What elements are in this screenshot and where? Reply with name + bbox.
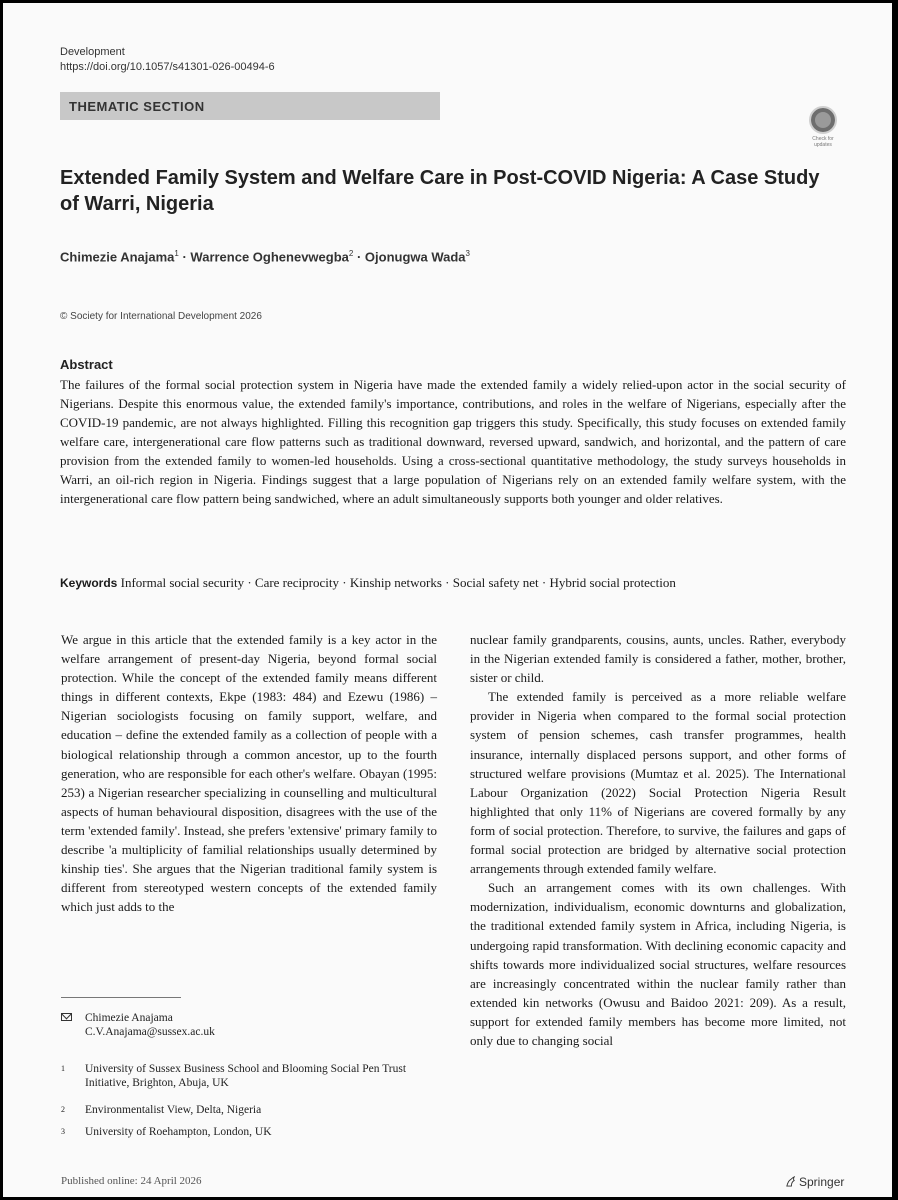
author-name: Warrence Oghenevwegba <box>190 249 349 265</box>
article-page <box>3 3 892 1197</box>
article-title: Extended Family System and Welfare Care in Post-COVID Nigeria: A Case Study of Warri, Nigeria <box>60 167 820 215</box>
envelope-icon <box>61 1013 72 1021</box>
author-separator: · <box>178 249 191 265</box>
affiliation-text: Environmentalist View, Delta, Nigeria <box>85 1104 262 1116</box>
body-paragraph: The extended family is perceived as a more reliable welfare provider in Nigeria when compared to the formal social protection system of pension schemes, cash transfer programmes, health insurance, internally displaced persons support, and other forms of structured welfare provisions (Mumtaz et al. 2025). The International Labour Organization (2022) Social Protection Nigeria Result highlighted that only 11% of Nigerians are covered formally by any form of social protection. Therefore, to survive, the failures and gaps of formal social protection are bridged by alternative social protection arrangements through extended family welfare. <box>470 689 846 877</box>
author-affiliation-mark: 1 <box>174 249 179 258</box>
author-list <box>60 249 470 264</box>
body-column-left <box>61 630 437 916</box>
journal-header <box>60 45 275 75</box>
corresponding-author <box>61 1011 421 1041</box>
publisher-logo <box>785 1175 844 1189</box>
doi-link[interactable]: https://doi.org/10.1057/s41301-026-00494-6 <box>60 61 275 73</box>
footnote-divider <box>61 997 181 998</box>
body-paragraph: nuclear family grandparents, cousins, aunts, uncles. Rather, everybody in the Nigerian extended family is considered a father, mother, brother, sister or child. <box>470 632 846 686</box>
author-separator: · <box>353 249 365 265</box>
keywords-line <box>60 575 846 591</box>
springer-horse-icon <box>785 1176 796 1187</box>
published-date: Published online: 24 April 2026 <box>61 1175 202 1187</box>
body-paragraph: We argue in this article that the extended family is a key actor in the welfare arrangement of present-day Nigeria, beyond formal social protection. While the concept of the extended family means different things in different contexts, Ekpe (1983: 484) and Ezewu (1986) – Nigerian sociologists focusing on family support, welfare, and education – define the extended family as a collection of people with a biological relationship through a common ancestor, up to the fourth generation, who are responsible for each other's welfare. Obayan (1995: 253) a Nigerian researcher specializing in counselling and multicultural aspects of human behavioural disposition, disagrees with the use of the term 'extended family'. Instead, she prefers 'extensive' primary family to describe 'a multiplicity of familial relationships usually determined by kinship ties'. She argues that the Nigerian traditional family system is different from stereotyped western concepts of the extended family which just adds to the <box>61 632 437 915</box>
keywords-label: Keywords <box>60 576 118 590</box>
keywords-list: Informal social security · Care reciprocity · Kinship networks · Social safety net · Hybrid social protection <box>120 575 676 590</box>
author-name: Ojonugwa Wada <box>364 249 466 265</box>
corresponding-author-email[interactable]: C.V.Anajama@sussex.ac.uk <box>85 1026 215 1038</box>
author-affiliation-mark: 3 <box>465 249 470 258</box>
affiliation-note <box>61 1062 421 1092</box>
publisher-name: Springer <box>799 1175 845 1189</box>
check-for-updates-badge[interactable] <box>803 106 843 154</box>
body-paragraph: Such an arrangement comes with its own challenges. With modernization, individualism, economic downturns and globalization, the traditional extended family system in Africa, including Nigeria, is undergoing rapid transformation. With declining economic capacity and shifts towards more individualized social structures, welfare resources are increasingly concentrated within the nuclear family rather than extended kin networks (Owusu and Baidoo 2021: 209). As a result, support for extended family members has become more limited, not only due to changing social <box>470 880 846 1048</box>
abstract-heading: Abstract <box>60 357 113 372</box>
affiliation-number: 2 <box>61 1105 65 1114</box>
body-column-right <box>470 630 846 1050</box>
abstract-text: The failures of the formal social protection system in Nigeria have made the extended family a widely relied-upon actor in the social security of Nigerians. Despite this enormous value, the extended family's importance, contributions, and roles in the welfare of Nigerians, especially after the COVID-19 pandemic, are not always highlighted. Filling this recognition gap triggers this study. Specifically, this study focuses on extended family welfare care, intergenerational care flow patterns such as traditional downward, reversed upward, sandwich, and horizontal, and the pattern of care provision from the extended family to women-led households. Using a cross-sectional quantitative methodology, the study surveys households in Warri, an oil-rich region in Nigeria. Findings suggest that a large population of Nigerians rely on an extended family welfare system, with the intergenerational care flow pattern being sandwiched, where an adult simultaneously supports both younger and older relatives. <box>60 377 846 506</box>
affiliation-number: 3 <box>61 1127 65 1136</box>
affiliation-note <box>61 1103 421 1119</box>
author-affiliation-mark: 2 <box>348 249 354 258</box>
affiliation-text: University of Roehampton, London, UK <box>85 1126 272 1138</box>
affiliation-note <box>61 1125 421 1141</box>
affiliation-text: University of Sussex Business School and Blooming Social Pen Trust Initiative, Brighton, Abuja, UK <box>85 1063 407 1089</box>
author-name: Chimezie Anajama <box>60 249 175 265</box>
check-updates-icon <box>809 106 837 134</box>
section-label: THEMATIC SECTION <box>69 99 205 114</box>
corresponding-author-name: Chimezie Anajama <box>85 1012 173 1024</box>
section-banner <box>60 92 440 120</box>
copyright-notice: © Society for International Development 2026 <box>60 311 262 322</box>
check-updates-label: Check for updates <box>812 136 834 148</box>
journal-name: Development <box>60 46 125 58</box>
affiliation-number: 1 <box>61 1064 65 1073</box>
